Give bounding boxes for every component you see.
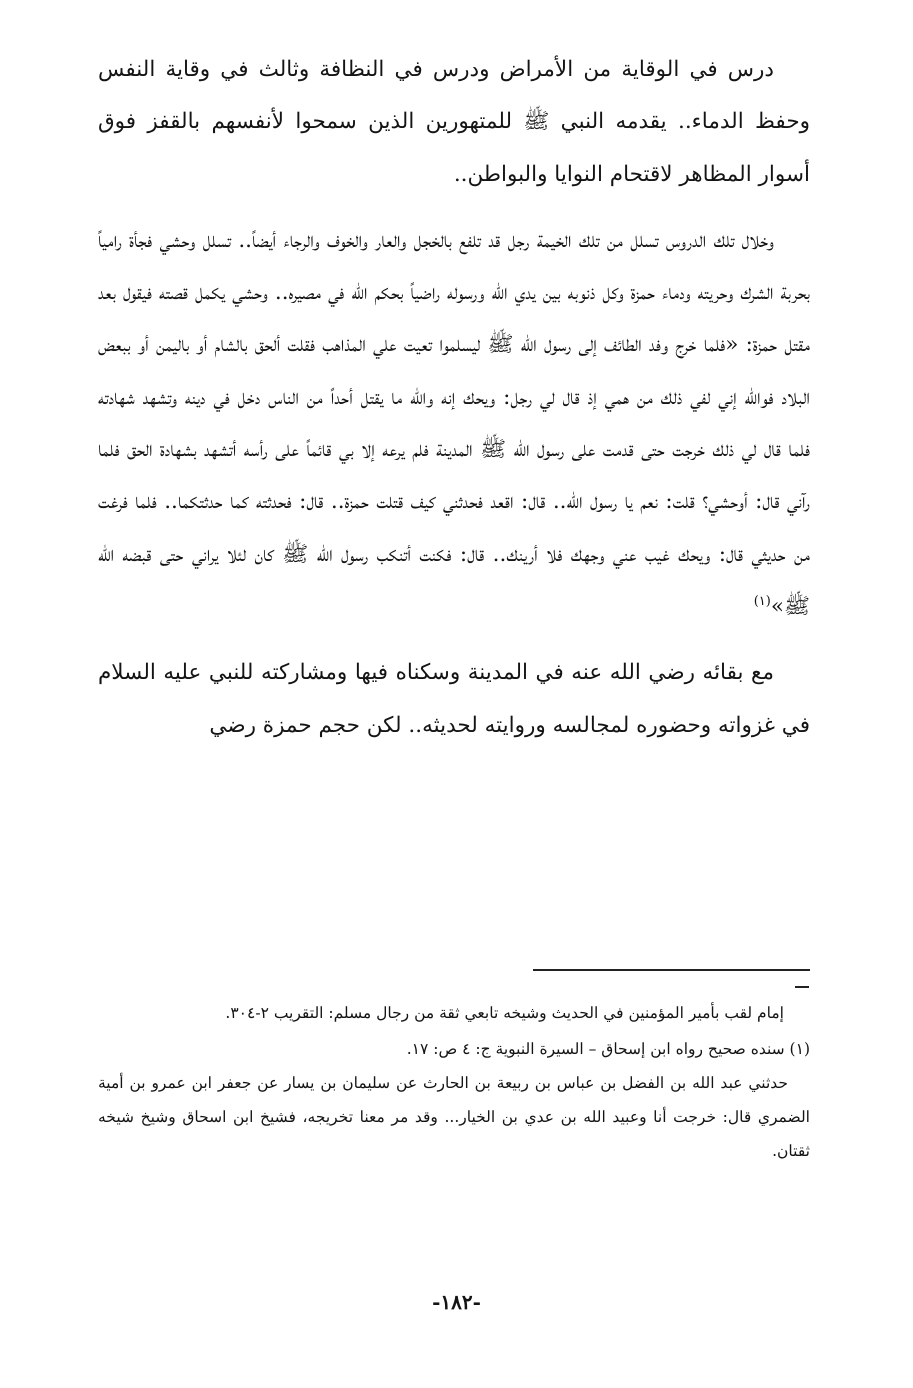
footnote-reference: (١) [753,593,771,609]
main-text [98,44,810,752]
paragraph-1: درس في الوقاية من الأمراض ودرس في النظافة وثالث في وقاية النفس وحفظ الدماء.. يقدمه النبي ﷺ للمتهورين الذين سمحوا لأنفسهم بالقفز فوق أسوار المظاهر لاقتحام النوايا والبواطن.. [98,57,810,187]
footnote-1-chain: حدثني عبد الله بن الفضل بن عباس بن ربيعة بن الحارث عن سليمان بن يسار عن جعفر ابن عمرو بن أمية الضمري قال: خرجت أنا وعبيد الله بن عدي بن الخيار... وقد مر معنا تخريجه، فشيخ ابن اسحاق وشيخ شيخه ثقتان. [98,1074,810,1160]
paragraph-3: مع بقائه رضي الله عنه في المدينة وسكناه فيها ومشاركته للنبي عليه السلام في غزواته وحضوره لمجالسه وروايته لحديثه.. لكن حجم حمزة رضي [98,660,810,738]
footnote-separator [533,969,810,971]
page-number: -١٨٢- [432,1290,481,1314]
footnote-continuation-mark [795,986,809,988]
footnotes [98,996,810,1168]
paragraph-2 [98,215,810,633]
paragraph-2-text: وخلال تلك الدروس تسلل من تلك الخيمة رجل قد تلفع بالخجل والعار والخوف والرجاء أيضاً.. تسلل وحشي فجأة رامياً بحربة الشرك وحريته ودماء حمزة وكل ذنوبه بين يدي الله ورسوله راضياً بحكم الله في مصيره.. وحشي يكمل قصته فيقول بعد مقتل حمزة: «فلما خرج وفد الطائف إلى رسول الله ﷺ ليسلموا تعيت علي المذاهب فقلت ألحق بالشام أو باليمن أو ببعض البلاد فوالله إني لفي ذلك من همي إذ قال لي رجل: ويحك إنه والله ما يقتل أحداً من الناس دخل في دينه وتشهد شهادته فلما قال لي ذلك خرجت حتى قدمت على رسول الله ﷺ المدينة فلم يرعه إلا بي قائماً على رأسه أتشهد بشهادة الحق فلما رآني قال: أوحشي؟ قلت: نعم يا رسول الله.. قال: اقعد فحدثني كيف قتلت حمزة.. قال: فحدثته كما حدثتكما.. فلما فرغت من حديثي قال: ويحك غيب عني وجهك فلا أرينك.. قال: فكنت أتنكب رسول الله ﷺ كان لئلا يراني حتى قبضه الله ﷺ» [98,227,810,619]
footnote-continued: إمام لقب بأمير المؤمنين في الحديث وشيخه تابعي ثقة من رجال مسلم: التقريب ٢-٣٠٤. [225,1004,784,1022]
footnote-1-source: (١) سنده صحيح رواه ابن إسحاق – السيرة النبوية ج: ٤ ص: ١٧. [406,1040,810,1058]
